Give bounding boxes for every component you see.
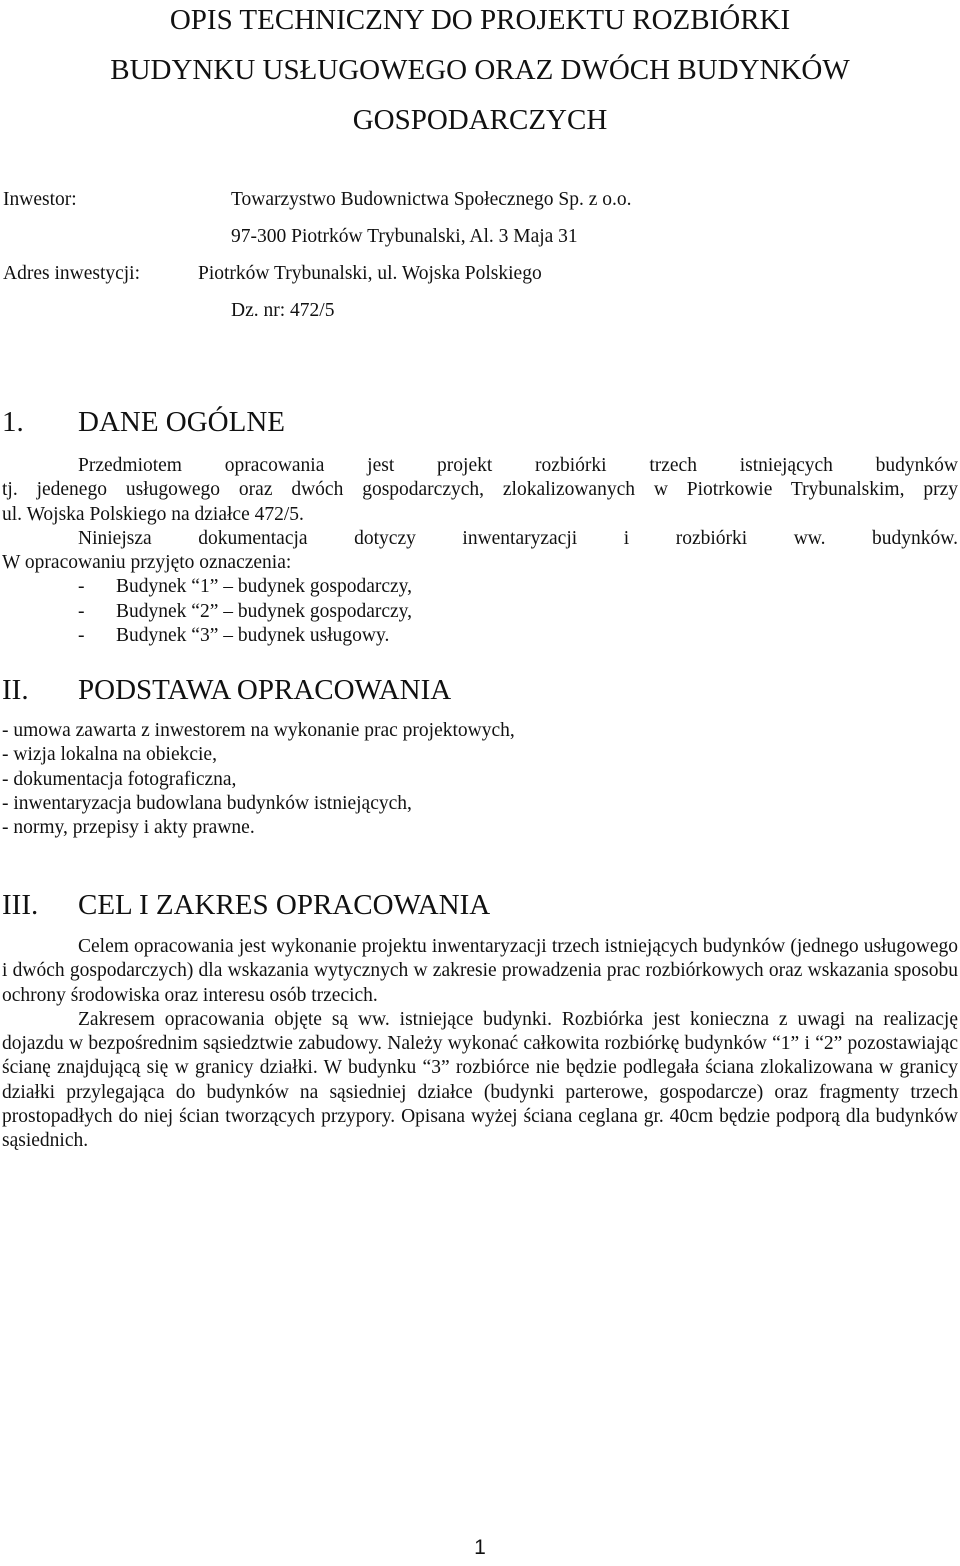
section-1-body [2,454,958,648]
section-3-body [2,935,958,1154]
site-label: Adres inwestycji: [3,263,141,284]
document-title-line-2: BUDYNKU USŁUGOWEGO ORAZ DWÓCH BUDYNKÓW [110,54,850,86]
list-item: - normy, przepisy i akty prawne. [2,817,255,839]
section-1-para-1-line-2: tj. jedenego usługowego oraz dwóch gospodarczych, zlokalizowanych w Piotrkowie Trybunalskim, przy [2,479,958,501]
document-title-line-1: OPIS TECHNICZNY DO PROJEKTU ROZBIÓRKI [169,4,791,36]
list-item: - umowa zawarta z inwestorem na wykonanie prac projektowych, [2,720,515,741]
list-item: - dokumentacja fotograficzna, [2,768,237,790]
investor-address: 97-300 Piotrków Trybunalski, Al. 3 Maja 31 [231,226,578,247]
section-2-list [2,719,515,840]
investor-label: Inwestor: [3,189,77,210]
section-2-number: II. [2,674,29,706]
section-1-para-2-line-1: Niniejsza dokumentacja dotyczy inwentaryzacji i rozbiórki ww. budynków. [78,527,958,549]
section-1-para-2-line-2: W opracowaniu przyjęto oznaczenia: [2,552,292,574]
section-1-title: DANE OGÓLNE [78,406,285,438]
document-title-line-3: GOSPODARCZYCH [352,104,608,136]
site-address: Piotrków Trybunalski, ul. Wojska Polskiego [198,263,542,284]
section-3-heading [2,888,490,922]
section-1-heading [2,405,285,439]
section-1-para-1-line-3: ul. Wojska Polskiego na działce 472/5. [2,503,304,525]
section-3-title: CEL I ZAKRES OPRACOWANIA [78,889,491,921]
list-item: - inwentaryzacja budowlana budynków istniejących, [2,792,412,814]
building-2-label: Budynek “2” – budynek gospodarczy, [116,600,413,622]
section-3-para-1: Celem opracowania jest wykonanie projektu inwentaryzacji trzech istniejących budynków (jednego usługowego i dwóch gospodarczych) dla wskazania wytycznych w zakresie prowadzenia prac rozbiórkowych oraz wskazania sposobu ochrony środowiska oraz interesu osób trzecich. [2,936,958,1006]
section-3-para-2: Zakresem opracowania objęte są ww. istniejące budynki. Rozbiórka jest konieczna z uwagi na realizację dojazdu w bezpośrednim sąsiedztwie zabudowy. Należy wykonać całkowita rozbiórkę budynków “1” i “2” pozostawiając ścianę znajdującą się w granicy działki. W budynku “3” rozbiórce nie będzie podlegała ściana zlokalizowana w granicy działki przylegająca do budynków na sąsiedniej działce (budynki parterowe, gospodarcze) oraz fragmenty trzech prostopadłych do niej ścian tworzących przypory. Opisana wyżej ściana ceglana gr. 40cm będzie podporą dla budynków sąsiednich. [2,1008,958,1152]
plot-number: Dz. nr: 472/5 [231,300,335,321]
section-1-number: 1. [2,406,24,438]
building-3-label: Budynek “3” – budynek usługowy. [116,625,390,647]
list-item: - Budynek “1” – budynek gospodarczy, [78,576,413,598]
building-1-label: Budynek “1” – budynek gospodarczy, [116,576,413,598]
list-item: - Budynek “2” – budynek gospodarczy, [78,600,413,622]
section-3-number: III. [2,889,39,921]
section-2-heading [2,673,451,707]
list-item: - Budynek “3” – budynek usługowy. [78,625,390,647]
section-2-title: PODSTAWA OPRACOWANIA [78,674,452,706]
page-number: 1 [474,1536,486,1559]
section-1-para-1-line-1: Przedmiotem opracowania jest projekt rozbiórki trzech istniejących budynków [78,455,958,476]
list-item: - wizja lokalna na obiekcie, [2,744,217,766]
investor-name: Towarzystwo Budownictwa Społecznego Sp. z o.o. [231,189,632,210]
